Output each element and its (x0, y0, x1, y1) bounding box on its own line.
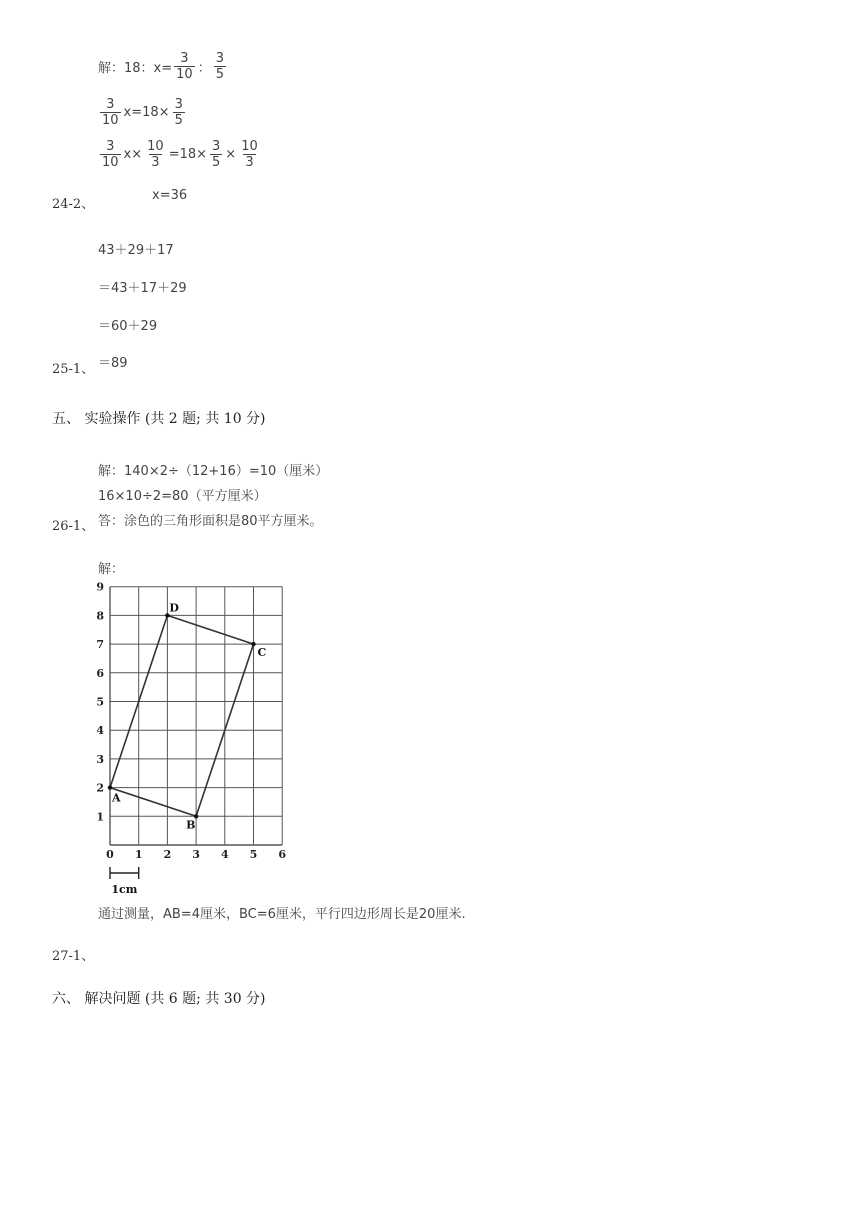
q25-line-1: 43＋29＋17 (98, 243, 174, 258)
scale-label: 1cm (111, 883, 138, 896)
q24-line-1 (98, 52, 228, 81)
x-tick-label: 6 (278, 848, 287, 861)
vertex-label: C (257, 646, 267, 660)
y-tick-label: 2 (96, 781, 104, 795)
fraction: $\frac{3}{10}$ (102, 97, 119, 128)
x-tick-label: 3 (192, 848, 200, 861)
q27-conclusion: 通过测量，AB=4厘米，BC=6厘米，平行四边形周长是20厘米. (98, 907, 466, 922)
fraction: $\frac{10}{3}$ (147, 139, 164, 170)
q24-result: x=36 (152, 188, 188, 203)
y-tick-label: 9 (96, 580, 104, 594)
q27-jie: 解： (98, 562, 125, 577)
x-tick-label: 1 (134, 848, 143, 861)
q24-line-3 (98, 140, 262, 169)
section-title: 六、 解决问题 (共 6 题; 共 30 分) (52, 991, 266, 1007)
y-tick-label: 5 (96, 695, 104, 709)
x-tick-label: 0 (106, 848, 114, 861)
question-label: 26-1、 (52, 519, 95, 534)
y-tick-label: 1 (96, 810, 104, 824)
question-label: 25-1、 (52, 362, 95, 377)
question-label: 27-1、 (52, 949, 95, 964)
y-tick-label: 4 (96, 724, 104, 738)
fraction: $\frac{10}{3}$ (241, 139, 258, 170)
vertex-point (251, 642, 255, 646)
fraction: $\frac{3}{5}$ (212, 139, 221, 170)
ratio-sign: ： (197, 61, 211, 76)
vertex-label: B (186, 818, 196, 832)
fraction: $\frac{3}{10}$ (176, 51, 193, 82)
q24-line1-prefix: 解：18：x= (98, 61, 173, 76)
fraction: $\frac{3}{10}$ (102, 139, 119, 170)
parallelogram-outline (110, 615, 254, 816)
q26-line-1: 解：140×2÷（12+16）=10（厘米） (98, 464, 329, 479)
q25-line-2: ＝43＋17＋29 (98, 281, 187, 296)
x-tick-label: 2 (163, 848, 172, 861)
fraction: $\frac{3}{5}$ (215, 51, 224, 82)
y-tick-label: 6 (96, 666, 104, 680)
y-tick-label: 3 (96, 752, 104, 766)
vertex-label: A (112, 791, 121, 805)
scale-bar (110, 867, 139, 896)
vertex-label: D (169, 601, 179, 615)
q26-line-2: 16×10÷2=80（平方厘米） (98, 489, 267, 504)
vertex-point (108, 785, 112, 789)
q24-line-2 (98, 98, 187, 127)
q26-answer: 答：涂色的三角形面积是80平方厘米。 (98, 514, 323, 529)
q25-line-3: ＝60＋29 (98, 319, 158, 334)
x-tick-label: 4 (220, 848, 229, 861)
equation-text: × (225, 147, 237, 162)
q25-line-4: ＝89 (98, 356, 128, 371)
equation-text: =18× (168, 147, 208, 162)
section-title: 五、 实验操作 (共 2 题; 共 10 分) (52, 411, 266, 427)
fraction: $\frac{3}{5}$ (174, 97, 183, 128)
y-tick-label: 8 (96, 609, 104, 623)
equation-text: x=18× (123, 105, 170, 120)
y-tick-label: 7 (96, 638, 104, 652)
x-tick-label: 5 (249, 848, 258, 861)
equation-text: x× (123, 147, 143, 162)
coordinate-grid-figure (92, 580, 302, 898)
question-label: 24-2、 (52, 197, 95, 212)
parallelogram (108, 601, 267, 831)
